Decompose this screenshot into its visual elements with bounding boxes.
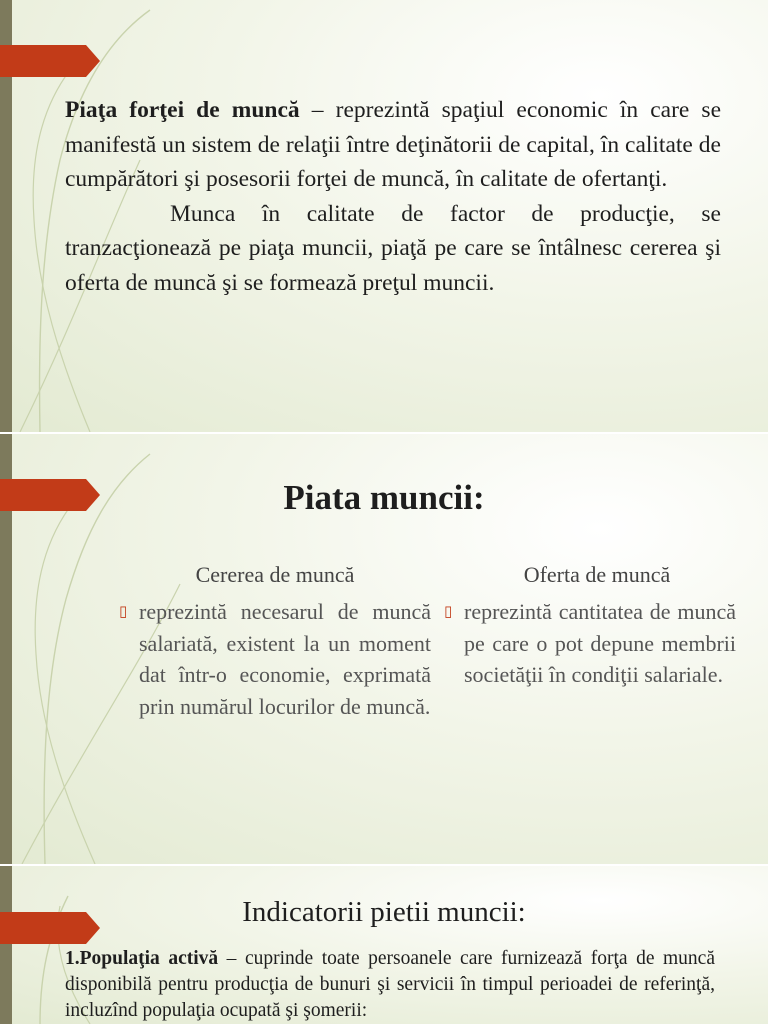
- slide-piata-fortei-de-munca: [0, 0, 768, 432]
- slide-indicatorii: [0, 866, 768, 1024]
- term-bold: Piaţa forţei de muncă: [65, 97, 300, 123]
- term-definition: – reprezintă spaţiul economic în care se manifestă un sistem de relaţii între deţinătorii de capital, în calitate de cumpărători şi posesorii forţei de muncă, în calitate de ofertanţi.: [65, 97, 721, 192]
- column-text-oferta: reprezintă cantitatea de muncă pe care o pot depune membrii societăţii în condiţii salariale.: [464, 599, 736, 687]
- indicator-label: 1.Populaţia activă: [65, 948, 219, 969]
- bullet-marker: ▯: [444, 602, 453, 620]
- slide-piata-muncii: [0, 434, 768, 864]
- column-heading-oferta: Oferta de muncă: [523, 562, 671, 587]
- column-text-cerere: reprezintă necesarul de muncă salariată, existent la un moment dat într-o economie, exprimată prin numărul locurilor de muncă.: [139, 599, 431, 719]
- indicator-description: – cuprinde toate persoanele care furnizează forţa de muncă disponibilă pentru producţia de bunuri şi servicii în timpul perioadei de referinţă, incluzînd populaţia ocupată şi şomerii:: [65, 948, 715, 1021]
- bullet-marker: ▯: [119, 602, 128, 620]
- definition-text: [65, 93, 721, 300]
- column-oferta: [444, 596, 736, 691]
- column-heading-cerere: Cererea de muncă: [195, 562, 355, 587]
- indicator-item: [65, 946, 715, 1024]
- slide-title: Piata muncii:: [283, 478, 485, 517]
- accent-arrow-tag: [0, 45, 100, 77]
- sidebar-strip: [0, 866, 12, 1024]
- second-paragraph: Munca în calitate de factor de producţie, se tranzacţionează pe piaţa muncii, piaţă pe care se întâlnesc cererea şi oferta de muncă şi se formează preţul muncii.: [65, 200, 721, 296]
- slide-title: Indicatorii pietii muncii:: [242, 896, 526, 928]
- column-cerere: [119, 596, 431, 722]
